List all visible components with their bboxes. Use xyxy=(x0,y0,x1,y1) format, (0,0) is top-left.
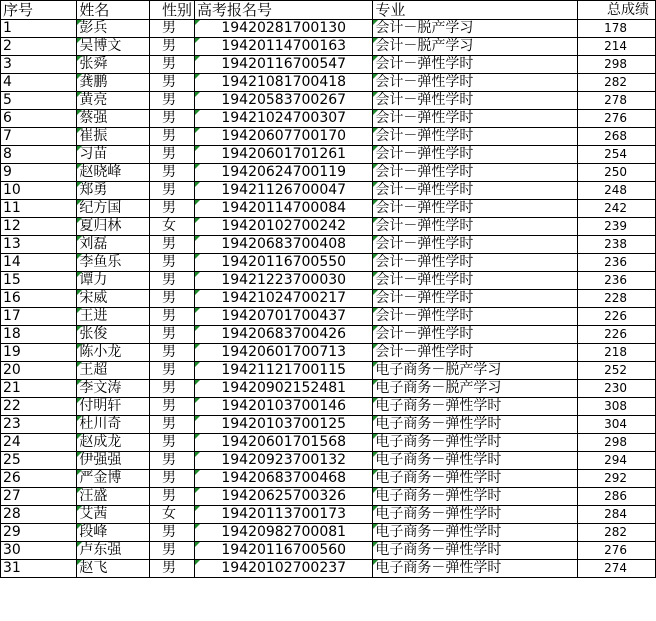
cell-sex[interactable]: 男 xyxy=(150,398,195,416)
cell-reg[interactable]: 19421081700418 xyxy=(195,74,373,92)
cell-name[interactable]: 王进 xyxy=(77,308,150,326)
cell-score[interactable]: 304 xyxy=(578,416,656,434)
cell-no[interactable]: 28 xyxy=(1,506,77,524)
cell-sex[interactable]: 男 xyxy=(150,326,195,344)
cell-score[interactable]: 254 xyxy=(578,146,656,164)
table-row xyxy=(1,344,656,362)
table-row xyxy=(1,524,656,542)
cell-reg[interactable]: 19420601700713 xyxy=(195,344,373,362)
cell-reg[interactable]: 19420625700326 xyxy=(195,488,373,506)
cell-name[interactable]: 段峰 xyxy=(77,524,150,542)
cell-reg[interactable]: 19420116700560 xyxy=(195,542,373,560)
cell-reg[interactable]: 19420281700130 xyxy=(195,20,373,38)
cell-reg[interactable]: 19420607700170 xyxy=(195,128,373,146)
cell-score[interactable]: 274 xyxy=(578,560,656,578)
cell-score[interactable]: 250 xyxy=(578,164,656,182)
cell-major[interactable]: 会计－弹性学时 xyxy=(373,344,578,362)
cell-score[interactable]: 298 xyxy=(578,434,656,452)
cell-reg[interactable]: 19420683700408 xyxy=(195,236,373,254)
cell-name[interactable]: 汪盛 xyxy=(77,488,150,506)
cell-no[interactable]: 31 xyxy=(1,560,77,578)
cell-reg[interactable]: 19420624700119 xyxy=(195,164,373,182)
cell-score[interactable]: 276 xyxy=(578,110,656,128)
cell-name[interactable]: 黄亮 xyxy=(77,92,150,110)
cell-sex[interactable]: 男 xyxy=(150,380,195,398)
cell-sex[interactable]: 男 xyxy=(150,470,195,488)
cell-name[interactable]: 吴博文 xyxy=(77,38,150,56)
cell-sex[interactable]: 男 xyxy=(150,290,195,308)
cell-major[interactable]: 会计－弹性学时 xyxy=(373,236,578,254)
cell-sex[interactable]: 男 xyxy=(150,56,195,74)
cell-major[interactable]: 会计－弹性学时 xyxy=(373,74,578,92)
cell-no[interactable]: 15 xyxy=(1,272,77,290)
cell-major[interactable]: 会计－弹性学时 xyxy=(373,218,578,236)
cell-name[interactable]: 赵飞 xyxy=(77,560,150,578)
cell-major[interactable]: 电子商务－弹性学时 xyxy=(373,560,578,578)
header-name[interactable]: 姓名 xyxy=(77,1,150,20)
cell-name[interactable]: 陈小龙 xyxy=(77,344,150,362)
cell-sex[interactable]: 男 xyxy=(150,254,195,272)
cell-sex[interactable]: 男 xyxy=(150,452,195,470)
cell-reg[interactable]: 19421223700030 xyxy=(195,272,373,290)
cell-name[interactable]: 习苗 xyxy=(77,146,150,164)
cell-name[interactable]: 付明轩 xyxy=(77,398,150,416)
cell-score[interactable]: 276 xyxy=(578,542,656,560)
cell-no[interactable]: 11 xyxy=(1,200,77,218)
cell-reg[interactable]: 19421024700217 xyxy=(195,290,373,308)
header-score[interactable]: 总成绩 xyxy=(578,1,656,20)
cell-score[interactable]: 282 xyxy=(578,524,656,542)
cell-no[interactable]: 3 xyxy=(1,56,77,74)
cell-major[interactable]: 会计－弹性学时 xyxy=(373,200,578,218)
cell-sex[interactable]: 男 xyxy=(150,200,195,218)
cell-no[interactable]: 27 xyxy=(1,488,77,506)
cell-major[interactable]: 电子商务－弹性学时 xyxy=(373,452,578,470)
cell-score[interactable]: 294 xyxy=(578,452,656,470)
cell-major[interactable]: 会计－弹性学时 xyxy=(373,164,578,182)
cell-no[interactable]: 5 xyxy=(1,92,77,110)
cell-major[interactable]: 电子商务－脱产学习 xyxy=(373,380,578,398)
cell-no[interactable]: 10 xyxy=(1,182,77,200)
cell-major[interactable]: 会计－弹性学时 xyxy=(373,308,578,326)
cell-no[interactable]: 9 xyxy=(1,164,77,182)
cell-sex[interactable]: 男 xyxy=(150,38,195,56)
cell-name[interactable]: 张俊 xyxy=(77,326,150,344)
cell-no[interactable]: 4 xyxy=(1,74,77,92)
cell-name[interactable]: 崔振 xyxy=(77,128,150,146)
header-sex[interactable]: 性别 xyxy=(150,1,195,20)
cell-no[interactable]: 25 xyxy=(1,452,77,470)
cell-major[interactable]: 会计－弹性学时 xyxy=(373,110,578,128)
cell-reg[interactable]: 19420982700081 xyxy=(195,524,373,542)
cell-name[interactable]: 卢东强 xyxy=(77,542,150,560)
table-row xyxy=(1,542,656,560)
cell-name[interactable]: 王超 xyxy=(77,362,150,380)
table-row xyxy=(1,506,656,524)
cell-reg[interactable]: 19420601701261 xyxy=(195,146,373,164)
cell-major[interactable]: 会计－弹性学时 xyxy=(373,146,578,164)
cell-score[interactable]: 214 xyxy=(578,38,656,56)
cell-no[interactable]: 16 xyxy=(1,290,77,308)
cell-reg[interactable]: 19420103700146 xyxy=(195,398,373,416)
cell-name[interactable]: 刘磊 xyxy=(77,236,150,254)
cell-score[interactable]: 239 xyxy=(578,218,656,236)
cell-major[interactable]: 电子商务－弹性学时 xyxy=(373,416,578,434)
cell-score[interactable]: 248 xyxy=(578,182,656,200)
cell-no[interactable]: 1 xyxy=(1,20,77,38)
table-row xyxy=(1,218,656,236)
cell-score[interactable]: 282 xyxy=(578,74,656,92)
cell-sex[interactable]: 男 xyxy=(150,182,195,200)
cell-name[interactable]: 伊强强 xyxy=(77,452,150,470)
table-row xyxy=(1,110,656,128)
cell-sex[interactable]: 男 xyxy=(150,92,195,110)
cell-name[interactable]: 张舜 xyxy=(77,56,150,74)
cell-reg[interactable]: 19420923700132 xyxy=(195,452,373,470)
cell-major[interactable]: 电子商务－弹性学时 xyxy=(373,470,578,488)
cell-reg[interactable]: 19420116700550 xyxy=(195,254,373,272)
cell-score[interactable]: 284 xyxy=(578,506,656,524)
cell-name[interactable]: 郑勇 xyxy=(77,182,150,200)
table-row xyxy=(1,74,656,92)
cell-major[interactable]: 会计－弹性学时 xyxy=(373,254,578,272)
cell-major[interactable]: 电子商务－弹性学时 xyxy=(373,506,578,524)
cell-reg[interactable]: 19421121700115 xyxy=(195,362,373,380)
cell-name[interactable]: 李鱼乐 xyxy=(77,254,150,272)
cell-major[interactable]: 会计－弹性学时 xyxy=(373,272,578,290)
cell-reg[interactable]: 19420114700163 xyxy=(195,38,373,56)
cell-score[interactable]: 226 xyxy=(578,326,656,344)
cell-score[interactable]: 298 xyxy=(578,56,656,74)
cell-score[interactable]: 308 xyxy=(578,398,656,416)
cell-sex[interactable]: 男 xyxy=(150,344,195,362)
cell-sex[interactable]: 男 xyxy=(150,416,195,434)
table-row xyxy=(1,380,656,398)
table-row xyxy=(1,128,656,146)
table-row xyxy=(1,560,656,578)
cell-sex[interactable]: 男 xyxy=(150,488,195,506)
cell-reg[interactable]: 19420601701568 xyxy=(195,434,373,452)
table-row xyxy=(1,254,656,272)
cell-name[interactable]: 赵晓峰 xyxy=(77,164,150,182)
cell-major[interactable]: 电子商务－弹性学时 xyxy=(373,434,578,452)
table-row xyxy=(1,452,656,470)
cell-no[interactable]: 20 xyxy=(1,362,77,380)
cell-sex[interactable]: 男 xyxy=(150,542,195,560)
cell-no[interactable]: 24 xyxy=(1,434,77,452)
cell-score[interactable]: 292 xyxy=(578,470,656,488)
cell-reg[interactable]: 19420116700547 xyxy=(195,56,373,74)
cell-major[interactable]: 电子商务－弹性学时 xyxy=(373,488,578,506)
cell-reg[interactable]: 19420102700237 xyxy=(195,560,373,578)
cell-sex[interactable]: 男 xyxy=(150,110,195,128)
cell-reg[interactable]: 19420103700125 xyxy=(195,416,373,434)
table-row xyxy=(1,200,656,218)
cell-reg[interactable]: 19420102700242 xyxy=(195,218,373,236)
cell-name[interactable]: 龚鹏 xyxy=(77,74,150,92)
cell-score[interactable]: 238 xyxy=(578,236,656,254)
table-row xyxy=(1,434,656,452)
table-row xyxy=(1,38,656,56)
cell-score[interactable]: 228 xyxy=(578,290,656,308)
table-row xyxy=(1,416,656,434)
table-row xyxy=(1,146,656,164)
cell-reg[interactable]: 19420583700267 xyxy=(195,92,373,110)
cell-major[interactable]: 电子商务－脱产学习 xyxy=(373,362,578,380)
cell-score[interactable]: 286 xyxy=(578,488,656,506)
cell-no[interactable]: 30 xyxy=(1,542,77,560)
cell-sex[interactable]: 男 xyxy=(150,272,195,290)
table-row xyxy=(1,20,656,38)
cell-no[interactable]: 12 xyxy=(1,218,77,236)
cell-sex[interactable]: 女 xyxy=(150,218,195,236)
table-row xyxy=(1,56,656,74)
cell-score[interactable]: 236 xyxy=(578,254,656,272)
cell-no[interactable]: 19 xyxy=(1,344,77,362)
cell-name[interactable]: 李文涛 xyxy=(77,380,150,398)
cell-score[interactable]: 278 xyxy=(578,92,656,110)
cell-sex[interactable]: 男 xyxy=(150,362,195,380)
cell-reg[interactable]: 19421024700307 xyxy=(195,110,373,128)
cell-sex[interactable]: 男 xyxy=(150,74,195,92)
cell-major[interactable]: 会计－弹性学时 xyxy=(373,56,578,74)
header-reg[interactable]: 高考报名号 xyxy=(195,1,373,20)
cell-sex[interactable]: 男 xyxy=(150,524,195,542)
cell-no[interactable]: 22 xyxy=(1,398,77,416)
cell-reg[interactable]: 19420113700173 xyxy=(195,506,373,524)
cell-name[interactable]: 宋威 xyxy=(77,290,150,308)
cell-sex[interactable]: 男 xyxy=(150,560,195,578)
cell-no[interactable]: 18 xyxy=(1,326,77,344)
cell-score[interactable]: 226 xyxy=(578,308,656,326)
cell-major[interactable]: 会计－弹性学时 xyxy=(373,326,578,344)
header-major[interactable]: 专业 xyxy=(373,1,578,20)
table-row xyxy=(1,182,656,200)
cell-name[interactable]: 赵成龙 xyxy=(77,434,150,452)
table-row xyxy=(1,92,656,110)
table-row xyxy=(1,272,656,290)
cell-name[interactable]: 纪方国 xyxy=(77,200,150,218)
cell-reg[interactable]: 19420902152481 xyxy=(195,380,373,398)
cell-major[interactable]: 会计－弹性学时 xyxy=(373,182,578,200)
cell-sex[interactable]: 男 xyxy=(150,236,195,254)
table-row xyxy=(1,488,656,506)
cell-score[interactable]: 218 xyxy=(578,344,656,362)
cell-no[interactable]: 6 xyxy=(1,110,77,128)
cell-major[interactable]: 会计－弹性学时 xyxy=(373,92,578,110)
cell-score[interactable]: 236 xyxy=(578,272,656,290)
cell-major[interactable]: 会计－弹性学时 xyxy=(373,128,578,146)
header-no[interactable]: 序号 xyxy=(1,1,77,20)
cell-no[interactable]: 21 xyxy=(1,380,77,398)
table-row xyxy=(1,326,656,344)
cell-major[interactable]: 会计－弹性学时 xyxy=(373,290,578,308)
table-row xyxy=(1,236,656,254)
cell-sex[interactable]: 男 xyxy=(150,308,195,326)
cell-name[interactable]: 杜川奇 xyxy=(77,416,150,434)
cell-sex[interactable]: 男 xyxy=(150,434,195,452)
cell-name[interactable]: 严金博 xyxy=(77,470,150,488)
cell-reg[interactable]: 19420683700468 xyxy=(195,470,373,488)
table-row xyxy=(1,290,656,308)
cell-reg[interactable]: 19420701700437 xyxy=(195,308,373,326)
cell-no[interactable]: 2 xyxy=(1,38,77,56)
cell-major[interactable]: 会计－脱产学习 xyxy=(373,20,578,38)
cell-no[interactable]: 14 xyxy=(1,254,77,272)
cell-major[interactable]: 电子商务－弹性学时 xyxy=(373,398,578,416)
cell-score[interactable]: 178 xyxy=(578,20,656,38)
cell-score[interactable]: 252 xyxy=(578,362,656,380)
table-row xyxy=(1,308,656,326)
header-row xyxy=(1,1,656,20)
cell-sex[interactable]: 女 xyxy=(150,506,195,524)
cell-reg[interactable]: 19420683700426 xyxy=(195,326,373,344)
cell-no[interactable]: 17 xyxy=(1,308,77,326)
cell-score[interactable]: 268 xyxy=(578,128,656,146)
cell-name[interactable]: 谭力 xyxy=(77,272,150,290)
cell-reg[interactable]: 19420114700084 xyxy=(195,200,373,218)
table-row xyxy=(1,362,656,380)
cell-name[interactable]: 蔡强 xyxy=(77,110,150,128)
table-row xyxy=(1,398,656,416)
cell-no[interactable]: 29 xyxy=(1,524,77,542)
cell-no[interactable]: 7 xyxy=(1,128,77,146)
cell-name[interactable]: 彭兵 xyxy=(77,20,150,38)
cell-score[interactable]: 242 xyxy=(578,200,656,218)
cell-score[interactable]: 230 xyxy=(578,380,656,398)
cell-no[interactable]: 23 xyxy=(1,416,77,434)
cell-name[interactable]: 艾茜 xyxy=(77,506,150,524)
cell-no[interactable]: 26 xyxy=(1,470,77,488)
cell-sex[interactable]: 男 xyxy=(150,128,195,146)
cell-major[interactable]: 会计－脱产学习 xyxy=(373,38,578,56)
cell-sex[interactable]: 男 xyxy=(150,20,195,38)
cell-sex[interactable]: 男 xyxy=(150,164,195,182)
cell-major[interactable]: 电子商务－弹性学时 xyxy=(373,542,578,560)
cell-no[interactable]: 8 xyxy=(1,146,77,164)
table-row xyxy=(1,164,656,182)
cell-no[interactable]: 13 xyxy=(1,236,77,254)
cell-reg[interactable]: 19421126700047 xyxy=(195,182,373,200)
cell-sex[interactable]: 男 xyxy=(150,146,195,164)
cell-major[interactable]: 电子商务－弹性学时 xyxy=(373,524,578,542)
cell-name[interactable]: 夏归林 xyxy=(77,218,150,236)
table-row xyxy=(1,470,656,488)
